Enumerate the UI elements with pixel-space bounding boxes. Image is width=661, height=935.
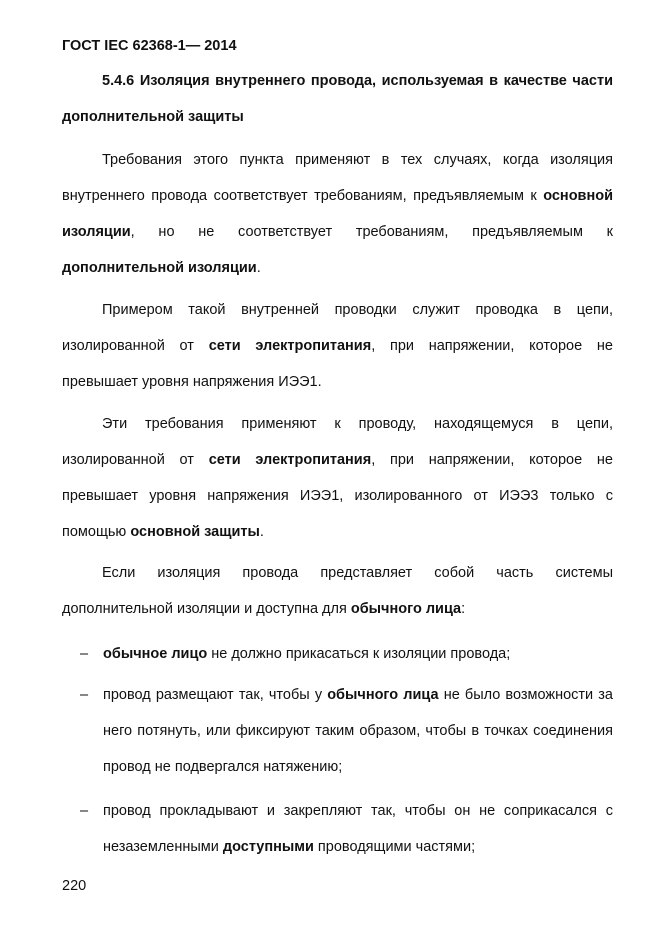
document-header: ГОСТ IEC 62368-1— 2014 — [62, 38, 237, 54]
paragraph-4 — [62, 555, 613, 627]
term-basic-safeguard: основной защиты — [130, 524, 260, 540]
list-dash: – — [80, 687, 89, 703]
paragraph-1 — [62, 142, 613, 286]
list-item — [62, 636, 613, 672]
paragraph-text: Если изоляция провода представляет собой часть системы дополнительной изоляции и доступна для — [62, 565, 613, 617]
paragraph-text: : — [461, 601, 466, 617]
list-text: не было возможности за него потянуть, или фиксируют таким образом, чтобы в точках соединения провод не подвергался натяжению; — [103, 687, 613, 775]
list-text: проводящими частями; — [313, 839, 476, 855]
term-mains: сети электропитания — [208, 338, 372, 354]
paragraph-text: Требования этого пункта применяют в тех случаях, когда изоляция внутреннего провода соответствует требованиям, предъявляемым к — [62, 152, 613, 204]
list-item — [62, 677, 613, 785]
paragraph-text: Эти требования применяют к проводу, находящемуся в цепи, изолированной от — [62, 416, 613, 468]
term-mains: сети электропитания — [208, 452, 372, 468]
term-basic-insulation: основной изоляции — [62, 188, 613, 240]
paragraph-text: , при напряжении, которое не превышает уровня напряжения ИЭЭ1, изолированного от ИЭЭ3 только с помощью — [62, 452, 613, 540]
term-accessible: доступными — [222, 839, 314, 855]
list-dash: – — [80, 803, 89, 819]
page-number: 220 — [62, 878, 87, 894]
term-supplementary-insulation: дополнительной изоляции — [62, 260, 257, 276]
paragraph-text: , но не соответствует требованиям, предъявляемым к — [130, 224, 613, 240]
paragraph-2 — [62, 292, 613, 400]
list-item-text — [103, 677, 613, 785]
list-text: провод прокладывают и закрепляют так, чтобы он не соприкасался с незаземленными — [103, 803, 613, 855]
list-text: провод размещают так, чтобы у — [103, 687, 328, 703]
list-text: не должно прикасаться к изоляции провода; — [207, 646, 511, 662]
list-item-text — [103, 793, 613, 865]
list-dash: – — [80, 646, 89, 662]
list-item — [62, 793, 613, 865]
section-heading: 5.4.6 Изоляция внутреннего провода, используемая в качестве части дополнительной защиты — [62, 73, 613, 125]
paragraph-text: . — [259, 524, 264, 540]
term-ordinary-person: обычного лица — [327, 687, 439, 703]
term-ordinary-person: обычное лицо — [103, 646, 208, 662]
term-ordinary-person: обычного лица — [350, 601, 462, 617]
paragraph-3 — [62, 406, 613, 550]
paragraph-text: , при напряжении, которое не превышает уровня напряжения ИЭЭ1. — [62, 338, 613, 390]
paragraph-text: Примером такой внутренней проводки служит проводка в цепи, изолированной от — [62, 302, 613, 354]
paragraph-text: . — [256, 260, 261, 276]
list-item-text — [103, 636, 613, 672]
